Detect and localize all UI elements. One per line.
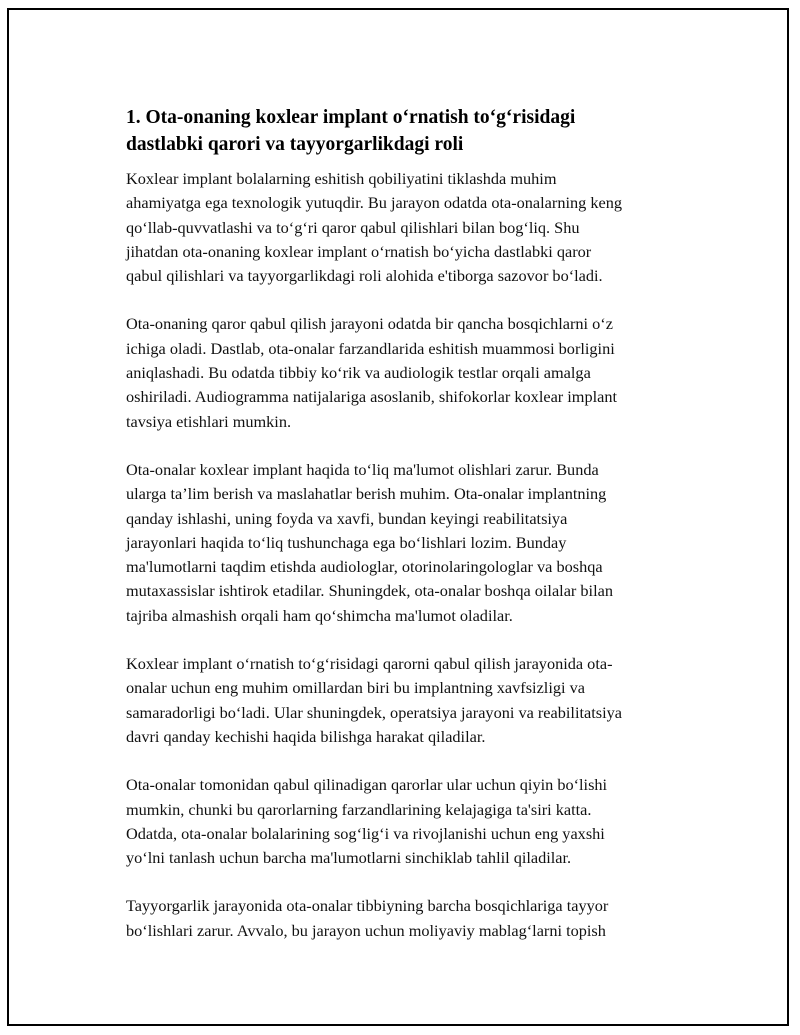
text-line: mutaxassislar ishtirok etadilar. Shuningdek, ota-onalar boshqa oilalar bilan <box>126 581 613 601</box>
text-line: qo‘llab-quvvatlashi va to‘g‘ri qaror qabul qilishlari bilan bog‘liq. Shu <box>126 217 580 237</box>
text-line: ahamiyatga ega texnologik yutuqdir. Bu jarayon odatda ota-onalarning keng <box>126 193 622 213</box>
text-line: bo‘lishlari zarur. Avvalo, bu jarayon uchun moliyaviy mablag‘larni topish <box>126 920 606 940</box>
text-line: Odatda, ota-onalar bolalarining sog‘lig‘i va rivojlanishi uchun eng yaxshi <box>126 823 605 843</box>
heading-line: 1. Ota-onaning koxlear implant o‘rnatish to‘g‘risidagi <box>126 107 576 128</box>
paragraph-6 <box>126 894 691 943</box>
text-line: Tayyorgarlik jarayonida ota-onalar tibbiyning barcha bosqichlariga tayyor <box>126 896 609 916</box>
text-line: jarayonlari haqida to‘liq tushunchaga ega bo‘lishlari lozim. Bunday <box>126 532 567 552</box>
text-line: aniqlashadi. Bu odatda tibbiy ko‘rik va audiologik testlar orqali amalga <box>126 363 591 383</box>
text-line: qanday ishlashi, uning foyda va xavfi, bundan keyingi reabilitatsiya <box>126 508 568 528</box>
section-heading <box>126 104 691 158</box>
text-line: Koxlear implant o‘rnatish to‘g‘risidagi qarorni qabul qilish jarayonida ota- <box>126 654 613 674</box>
text-line: ma'lumotlarni taqdim etishda audiologlar, otorinolaringologlar va boshqa <box>126 557 603 577</box>
document-body <box>126 104 691 967</box>
text-line: ularga ta’lim berish va maslahatlar berish muhim. Ota-onalar implantning <box>126 484 607 504</box>
text-line: tavsiya etishlari mumkin. <box>126 411 292 431</box>
text-line: mumkin, chunki bu qarorlarning farzandlarining kelajagiga ta'siri katta. <box>126 799 592 819</box>
text-line: oshiriladi. Audiogramma natijalariga asoslanib, shifokorlar koxlear implant <box>126 387 618 407</box>
paragraph-1 <box>126 167 691 288</box>
text-line: davri qanday kechishi haqida bilishga harakat qiladilar. <box>126 726 486 746</box>
text-line: Koxlear implant bolalarning eshitish qobiliyatini tiklashda muhim <box>126 169 557 188</box>
text-line: Ota-onalar koxlear implant haqida to‘liq ma'lumot olishlari zarur. Bunda <box>126 459 599 479</box>
heading-line: dastlabki qarori va tayyorgarlikdagi roli <box>126 134 464 155</box>
text-line: ichiga oladi. Dastlab, ota-onalar farzandlarida eshitish muammosi borligini <box>126 338 615 358</box>
page-frame <box>7 8 789 1026</box>
text-line: Ota-onalar tomonidan qabul qilinadigan qarorlar ular uchun qiyin bo‘lishi <box>126 775 608 795</box>
text-line: onalar uchun eng muhim omillardan biri bu implantning xavfsizligi va <box>126 678 585 698</box>
paragraph-2 <box>126 312 691 433</box>
paragraph-3 <box>126 458 691 628</box>
text-line: samaradorligi bo‘ladi. Ular shuningdek, operatsiya jarayoni va reabilitatsiya <box>126 702 622 722</box>
paragraph-5 <box>126 773 691 870</box>
paragraph-4 <box>126 652 691 749</box>
text-line: yo‘lni tanlash uchun barcha ma'lumotlarni sinchiklab tahlil qiladilar. <box>126 848 572 868</box>
text-line: jihatdan ota-onaning koxlear implant o‘rnatish bo‘yicha dastlabki qaror <box>126 241 592 261</box>
text-line: tajriba almashish orqali ham qo‘shimcha ma'lumot oladilar. <box>126 605 513 625</box>
text-line: Ota-onaning qaror qabul qilish jarayoni odatda bir qancha bosqichlarni o‘z <box>126 314 613 334</box>
text-line: qabul qilishlari va tayyorgarlikdagi roli alohida e'tiborga sazovor bo‘ladi. <box>126 266 603 286</box>
